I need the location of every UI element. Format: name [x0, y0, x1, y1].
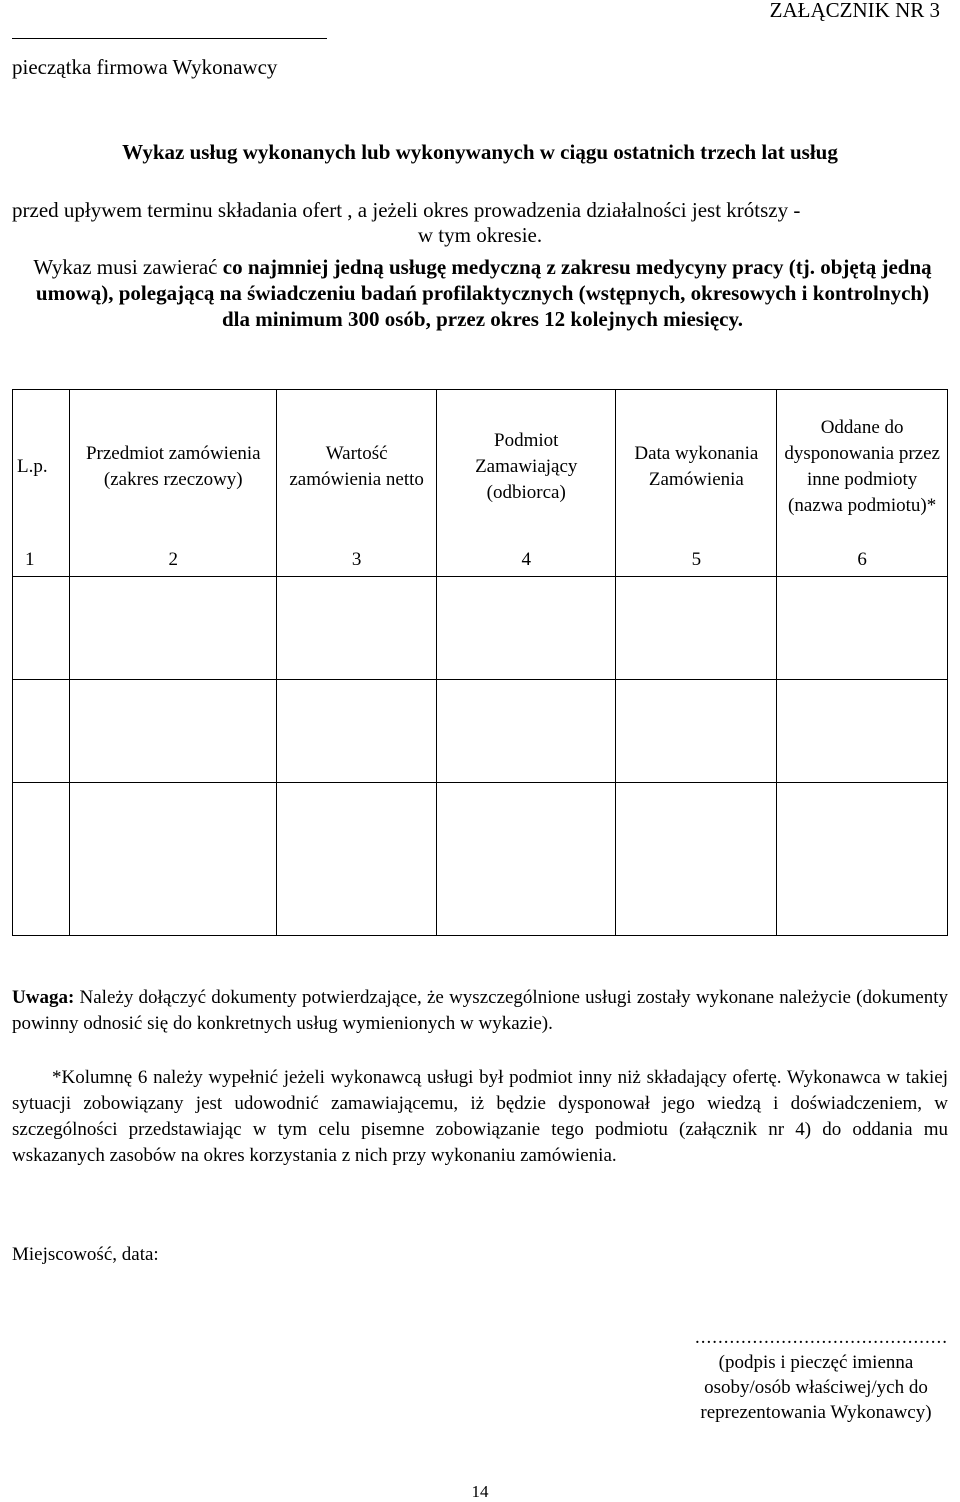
table-cell[interactable] — [13, 680, 70, 783]
column-number: 3 — [277, 544, 437, 577]
table-cell[interactable] — [436, 577, 616, 680]
table-cell[interactable] — [436, 783, 616, 936]
table-cell[interactable] — [777, 783, 948, 936]
table-header-row — [13, 390, 948, 545]
table-cell[interactable] — [277, 783, 437, 936]
header-date: Data wykonania Zamówienia — [616, 390, 777, 545]
header-subject: Przedmiot zamówienia (zakres rzeczowy) — [70, 390, 277, 545]
intro-line-1b: w tym okresie. — [417, 223, 543, 247]
header-value: Wartość zamówienia netto — [277, 390, 437, 545]
intro-requirement — [20, 254, 945, 332]
table-cell[interactable] — [616, 680, 777, 783]
intro-requirement-normal: Wykaz musi zawierać — [33, 255, 223, 279]
column-number: 4 — [436, 544, 616, 577]
table-cell[interactable] — [777, 680, 948, 783]
stamp-label: pieczątka firmowa Wykonawcy — [12, 55, 278, 79]
table-cell[interactable] — [13, 783, 70, 936]
table-cell[interactable] — [777, 577, 948, 680]
table-cell[interactable] — [13, 577, 70, 680]
annex-number: ZAŁĄCZNIK NR 3 — [769, 0, 940, 22]
header-other-entities: Oddane do dysponowania przez inne podmioty (nazwa podmiotu)* — [777, 390, 948, 545]
signature-caption: (podpis i pieczęć imienna osoby/osób właściwej/ych do reprezentowania Wykonawcy) — [700, 1352, 932, 1423]
services-table — [12, 389, 948, 936]
header-lp: L.p. — [13, 390, 70, 545]
note-label: Uwaga: — [12, 987, 75, 1008]
table-row[interactable] — [13, 783, 948, 936]
table-cell[interactable] — [70, 783, 277, 936]
footnote-paragraph: *Kolumnę 6 należy wypełnić jeżeli wykonawcą usługi był podmiot inny niż składający ofertę. Wykonawca w takiej sytuacji zobowiązany jest udowodnić zamawiającemu, iż będzie dysponował jego wiedzą i doświadczeniem, w szczególności przedstawiając w tym celu pisemne zobowiązanie tego podmiotu (załącznik nr 4) do oddania mu wskazanych zasobów na okres korzystania z nich przy wykonaniu zamówienia. — [12, 1067, 948, 1166]
column-number: 5 — [616, 544, 777, 577]
table-cell[interactable] — [70, 680, 277, 783]
column-number: 6 — [777, 544, 948, 577]
table-cell[interactable] — [70, 577, 277, 680]
table-row[interactable] — [13, 577, 948, 680]
column-number: 1 — [13, 544, 70, 577]
table-cell[interactable] — [616, 577, 777, 680]
table-cell[interactable] — [616, 783, 777, 936]
intro-requirement-bold: co najmniej jedną usługę medyczną z zakresu medycyny pracy (tj. objętą jedną umową), polegającą na świadczeniu badań profilaktycznych (wstępnych, okresowych i kontrolnych) dla minimum 300 osób, przez okres 12 kolejnych miesięcy. — [35, 255, 932, 331]
note-text: Należy dołączyć dokumenty potwierdzające, że wyszczególnione usługi zostały wykonane należycie (dokumenty powinny odnosić się do konkretnych usług wymienionych w wykazie). — [12, 987, 948, 1034]
note-paragraph — [12, 985, 948, 1037]
table-number-row — [13, 544, 948, 577]
table-cell[interactable] — [277, 577, 437, 680]
signature-dots: ............................................ — [695, 1327, 948, 1348]
table-row[interactable] — [13, 680, 948, 783]
column-number: 2 — [70, 544, 277, 577]
header-client: Podmiot Zamawiający (odbiorca) — [436, 390, 616, 545]
table-cell[interactable] — [436, 680, 616, 783]
stamp-line — [12, 38, 327, 39]
place-date-label: Miejscowość, data: — [12, 1244, 159, 1265]
document-title: Wykaz usług wykonanych lub wykonywanych w ciągu ostatnich trzech lat usług — [122, 140, 838, 164]
page-number: 14 — [471, 1482, 489, 1501]
table-cell[interactable] — [277, 680, 437, 783]
intro-line-1: przed upływem terminu składania ofert , a jeżeli okres prowadzenia działalności jest krótszy - — [12, 198, 801, 222]
